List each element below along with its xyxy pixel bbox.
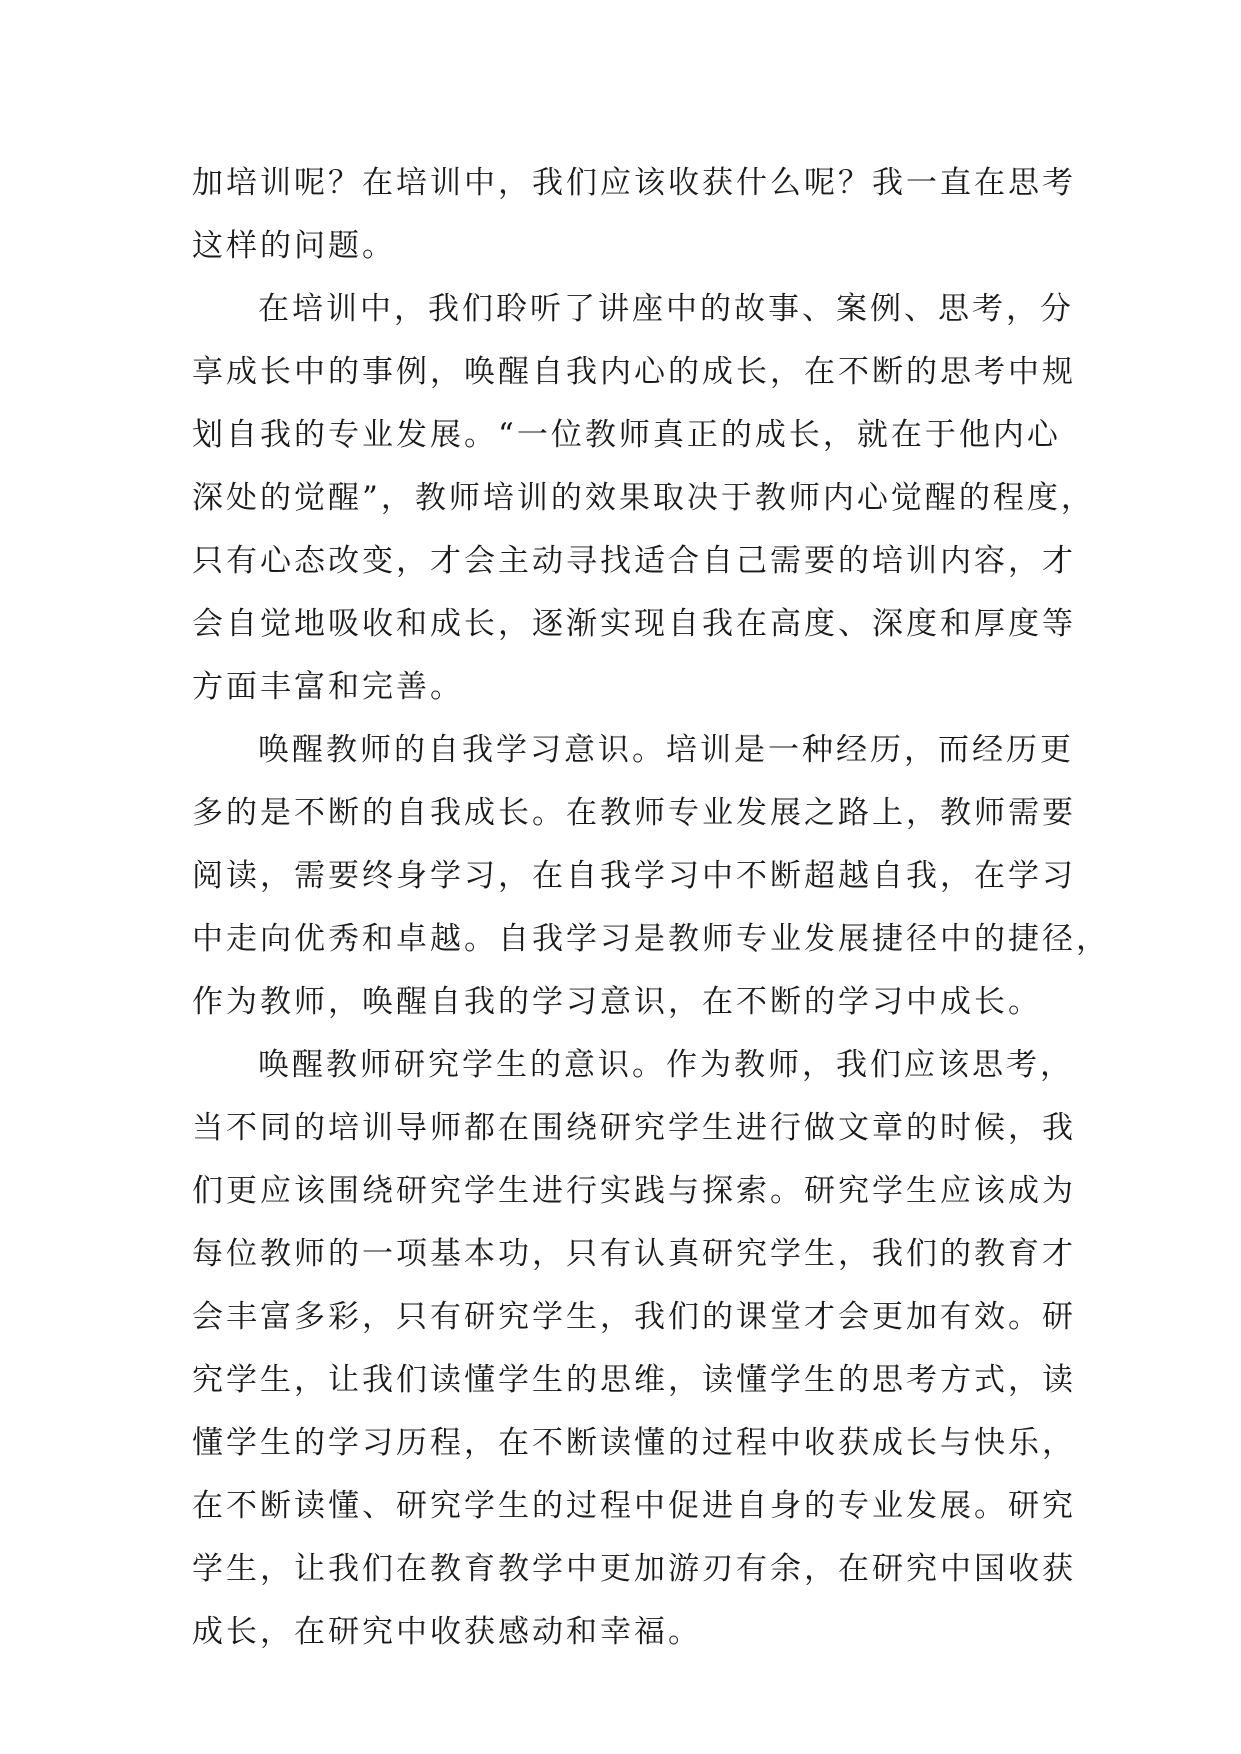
text-line: 懂学生的学习历程，在不断读懂的过程中收获成长与快乐，	[192, 1425, 1076, 1461]
text-line: 学生，让我们在教育教学中更加游刃有余，在研究中国收获	[192, 1551, 1076, 1587]
text-line: 享成长中的事例，唤醒自我内心的成长，在不断的思考中规	[192, 354, 1076, 390]
text-line: 作为教师，唤醒自我的学习意识，在不断的学习中成长。	[192, 984, 1042, 1020]
text-line: 唤醒教师研究学生的意识。作为教师，我们应该思考，	[258, 1047, 1074, 1083]
text-line: 当不同的培训导师都在围绕研究学生进行做文章的时候，我	[192, 1110, 1076, 1146]
document-body	[192, 152, 1110, 1664]
text-line: 划自我的专业发展。“一位教师真正的成长，就在于他内心	[192, 417, 1061, 453]
text-line: 成长，在研究中收获感动和幸福。	[192, 1614, 702, 1650]
text-line: 会丰富多彩，只有研究学生，我们的课堂才会更加有效。研	[192, 1299, 1076, 1335]
text-line: 唤醒教师的自我学习意识。培训是一种经历，而经历更	[258, 732, 1074, 768]
text-line: 中走向优秀和卓越。自我学习是教师专业发展捷径中的捷径，	[192, 921, 1110, 957]
text-line: 阅读，需要终身学习，在自我学习中不断超越自我，在学习	[192, 858, 1076, 894]
text-line: 方面丰富和完善。	[192, 669, 464, 705]
text-line: 加培训呢？在培训中，我们应该收获什么呢？我一直在思考	[192, 165, 1076, 201]
text-line: 每位教师的一项基本功，只有认真研究学生，我们的教育才	[192, 1236, 1076, 1272]
text-line: 在不断读懂、研究学生的过程中促进自身的专业发展。研究	[192, 1488, 1076, 1524]
text-line: 深处的觉醒”，教师培训的效果取决于教师内心觉醒的程度，	[192, 480, 1095, 516]
text-line: 多的是不断的自我成长。在教师专业发展之路上，教师需要	[192, 795, 1076, 831]
text-line: 这样的问题。	[192, 228, 396, 264]
text-line: 会自觉地吸收和成长，逐渐实现自我在高度、深度和厚度等	[192, 606, 1076, 642]
text-line: 究学生，让我们读懂学生的思维，读懂学生的思考方式，读	[192, 1362, 1076, 1398]
text-line: 们更应该围绕研究学生进行实践与探索。研究学生应该成为	[192, 1173, 1076, 1209]
text-line: 只有心态改变，才会主动寻找适合自己需要的培训内容，才	[192, 543, 1076, 579]
text-line: 在培训中，我们聆听了讲座中的故事、案例、思考，分	[258, 291, 1074, 327]
